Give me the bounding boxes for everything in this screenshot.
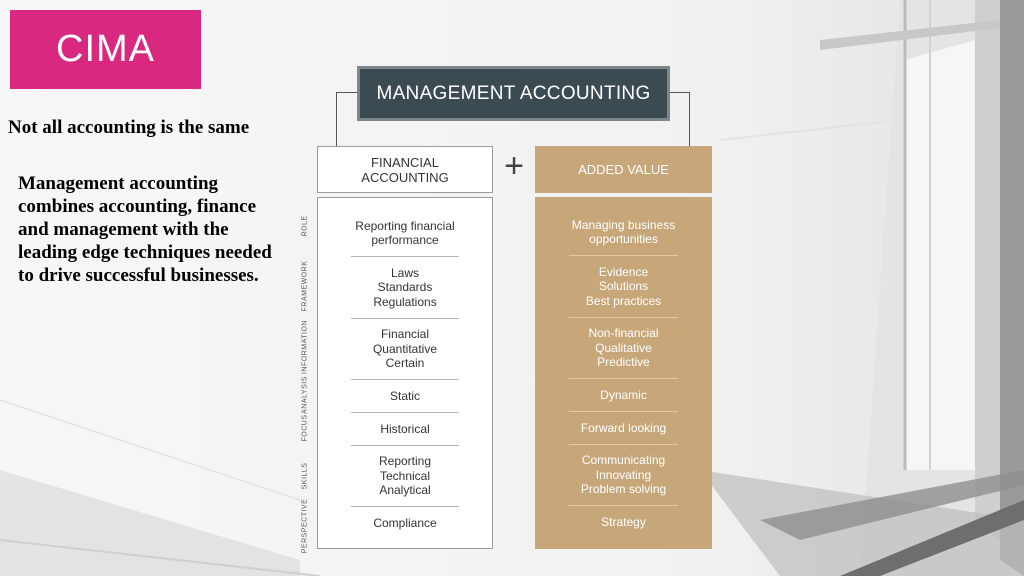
row-label-focus: FOCUS: [301, 414, 309, 442]
title-text: MANAGEMENT ACCOUNTING: [376, 82, 651, 104]
financial-row-skills: Reporting Technical Analytical: [378, 454, 432, 498]
added-value-header-text: ADDED VALUE: [578, 162, 669, 177]
added-value-row-framework: Evidence Solutions Best practices: [585, 264, 662, 308]
financial-accounting-column: [317, 197, 493, 549]
logo-text: CIMA: [56, 28, 155, 70]
plus-sign: +: [504, 147, 524, 185]
financial-row-framework: Laws Standards Regulations: [373, 265, 437, 309]
added-value-header: [535, 146, 712, 193]
row-label-framework: FRAMEWORK: [301, 260, 309, 312]
financial-row-focus: Historical: [380, 421, 430, 436]
added-value-row-focus: Forward looking: [580, 420, 667, 435]
slide-subtitle: Not all accounting is the same: [8, 117, 250, 138]
financial-header-text: FINANCIAL ACCOUNTING: [361, 154, 449, 185]
added-value-row-analysis: Dynamic: [600, 387, 647, 402]
added-value-column: [535, 197, 712, 549]
row-label-role: ROLE: [301, 215, 309, 237]
row-label-skills: SKILLS: [301, 462, 309, 490]
row-label-information: INFORMATION: [301, 320, 309, 374]
row-label-analysis: ANALYSIS: [301, 376, 309, 414]
added-value-row-perspective: Strategy: [601, 514, 646, 529]
row-label-perspective: PERSPECTIVE: [301, 498, 309, 554]
cima-logo: [10, 10, 201, 89]
financial-accounting-header: [317, 146, 493, 193]
left-connector: [336, 92, 358, 147]
slide-description: Management accounting combines accounting, finance and management with the leading edge techniques needed to drive successful businesses.: [18, 173, 272, 286]
right-connector: [670, 92, 690, 147]
financial-row-information: Financial Quantitative Certain: [372, 327, 438, 371]
management-accounting-title: [357, 66, 670, 121]
added-value-row-skills: Communicating Innovating Problem solving: [580, 453, 667, 497]
added-value-row-information: Non-financial Qualitative Predictive: [588, 326, 659, 370]
financial-row-perspective: Compliance: [373, 515, 437, 530]
financial-row-analysis: Static: [389, 388, 420, 403]
financial-row-role: Reporting financial performance: [355, 218, 455, 247]
added-value-row-role: Managing business opportunities: [571, 217, 676, 246]
